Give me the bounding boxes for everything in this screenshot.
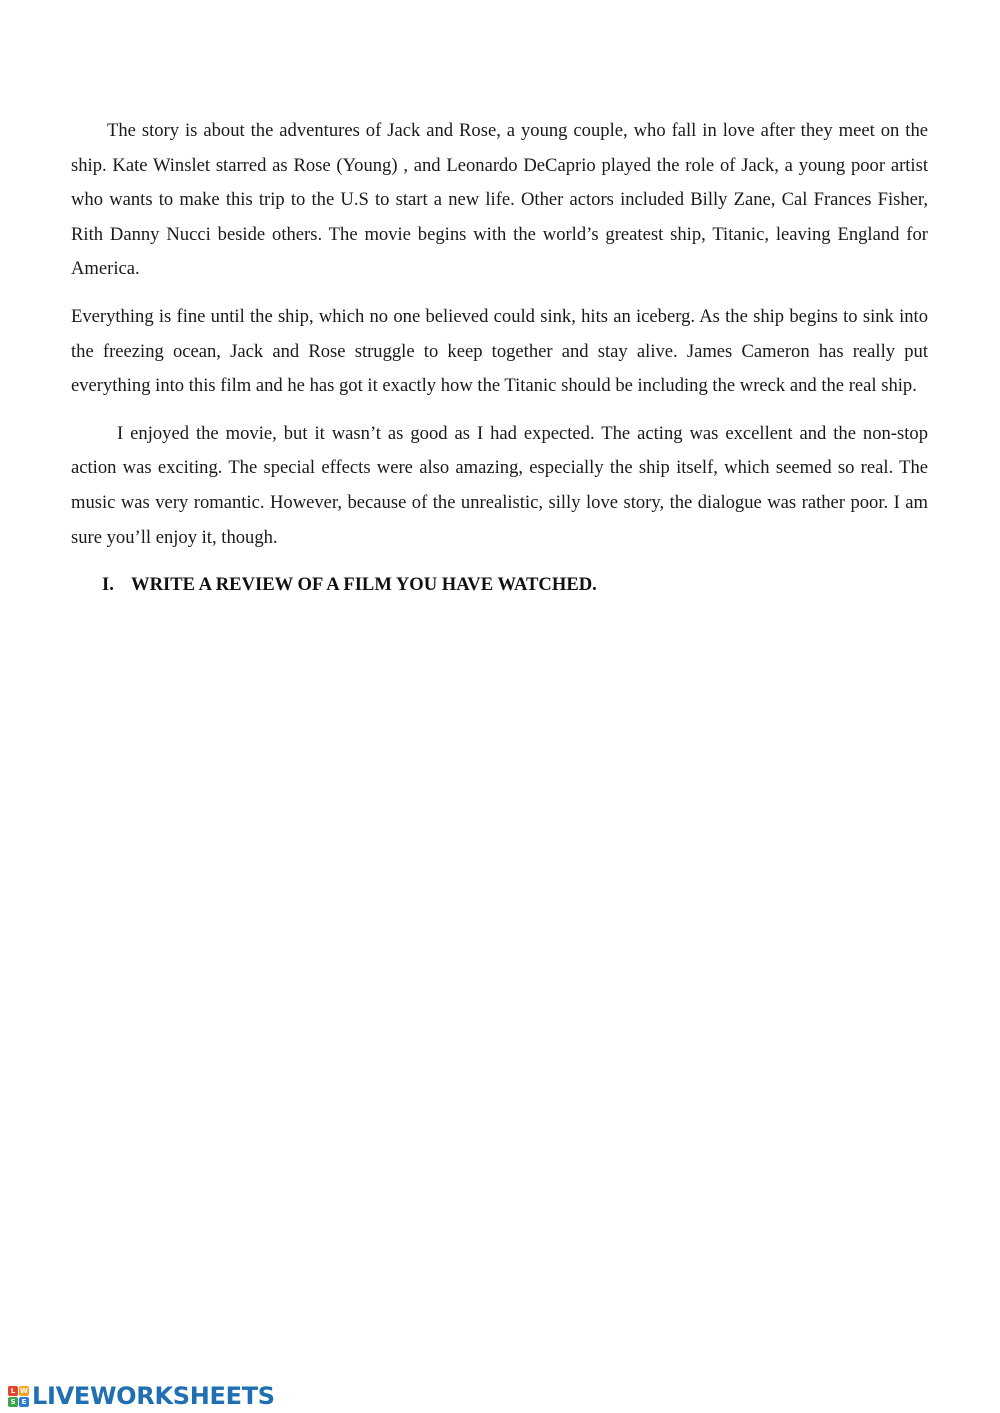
logo-tile: E [19, 1397, 29, 1407]
logo-text: LIVEWORKSHEETS [32, 1382, 275, 1410]
task-number: I. [102, 574, 114, 596]
worksheet-content [71, 114, 928, 603]
paragraph-plot: Everything is fine until the ship, which no one believed could sink, hits an iceberg. As the ship begins to sink into the freezing ocean, Jack and Rose struggle to keep together and stay alive. James Cameron has really put everything into this film and he has got it exactly how the Titanic should be including the wreck and the real ship. [71, 305, 928, 397]
logo-tile: L [8, 1386, 18, 1396]
task-heading [102, 568, 928, 603]
logo-tile: S [8, 1397, 18, 1407]
paragraph-story: The story is about the adventures of Jack and Rose, a young couple, who fall in love after they meet on the ship. Kate Winslet starred as Rose (Young) , and Leonardo DeCaprio played the role of Jack, a young poor artist who wants to make this trip to the U.S to start a new life. Other actors included Billy Zane, Cal Frances Fisher, Rith Danny Nucci beside others. The movie begins with the world’s greatest ship, Titanic, leaving England for America. [71, 120, 928, 280]
liveworksheets-logo[interactable] [8, 1381, 275, 1411]
paragraph-opinion: I enjoyed the movie, but it wasn’t as good as I had expected. The acting was excellent and the non-stop action was exciting. The special effects were also amazing, especially the ship itself, which seemed so real. The music was very romantic. However, because of the unrealistic, silly love story, the dialogue was rather poor. I am sure you’ll enjoy it, though. [71, 422, 928, 548]
task-text: WRITE A REVIEW OF A FILM YOU HAVE WATCHED. [131, 574, 597, 596]
logo-icon [8, 1386, 29, 1407]
logo-tile: W [20, 1386, 28, 1395]
